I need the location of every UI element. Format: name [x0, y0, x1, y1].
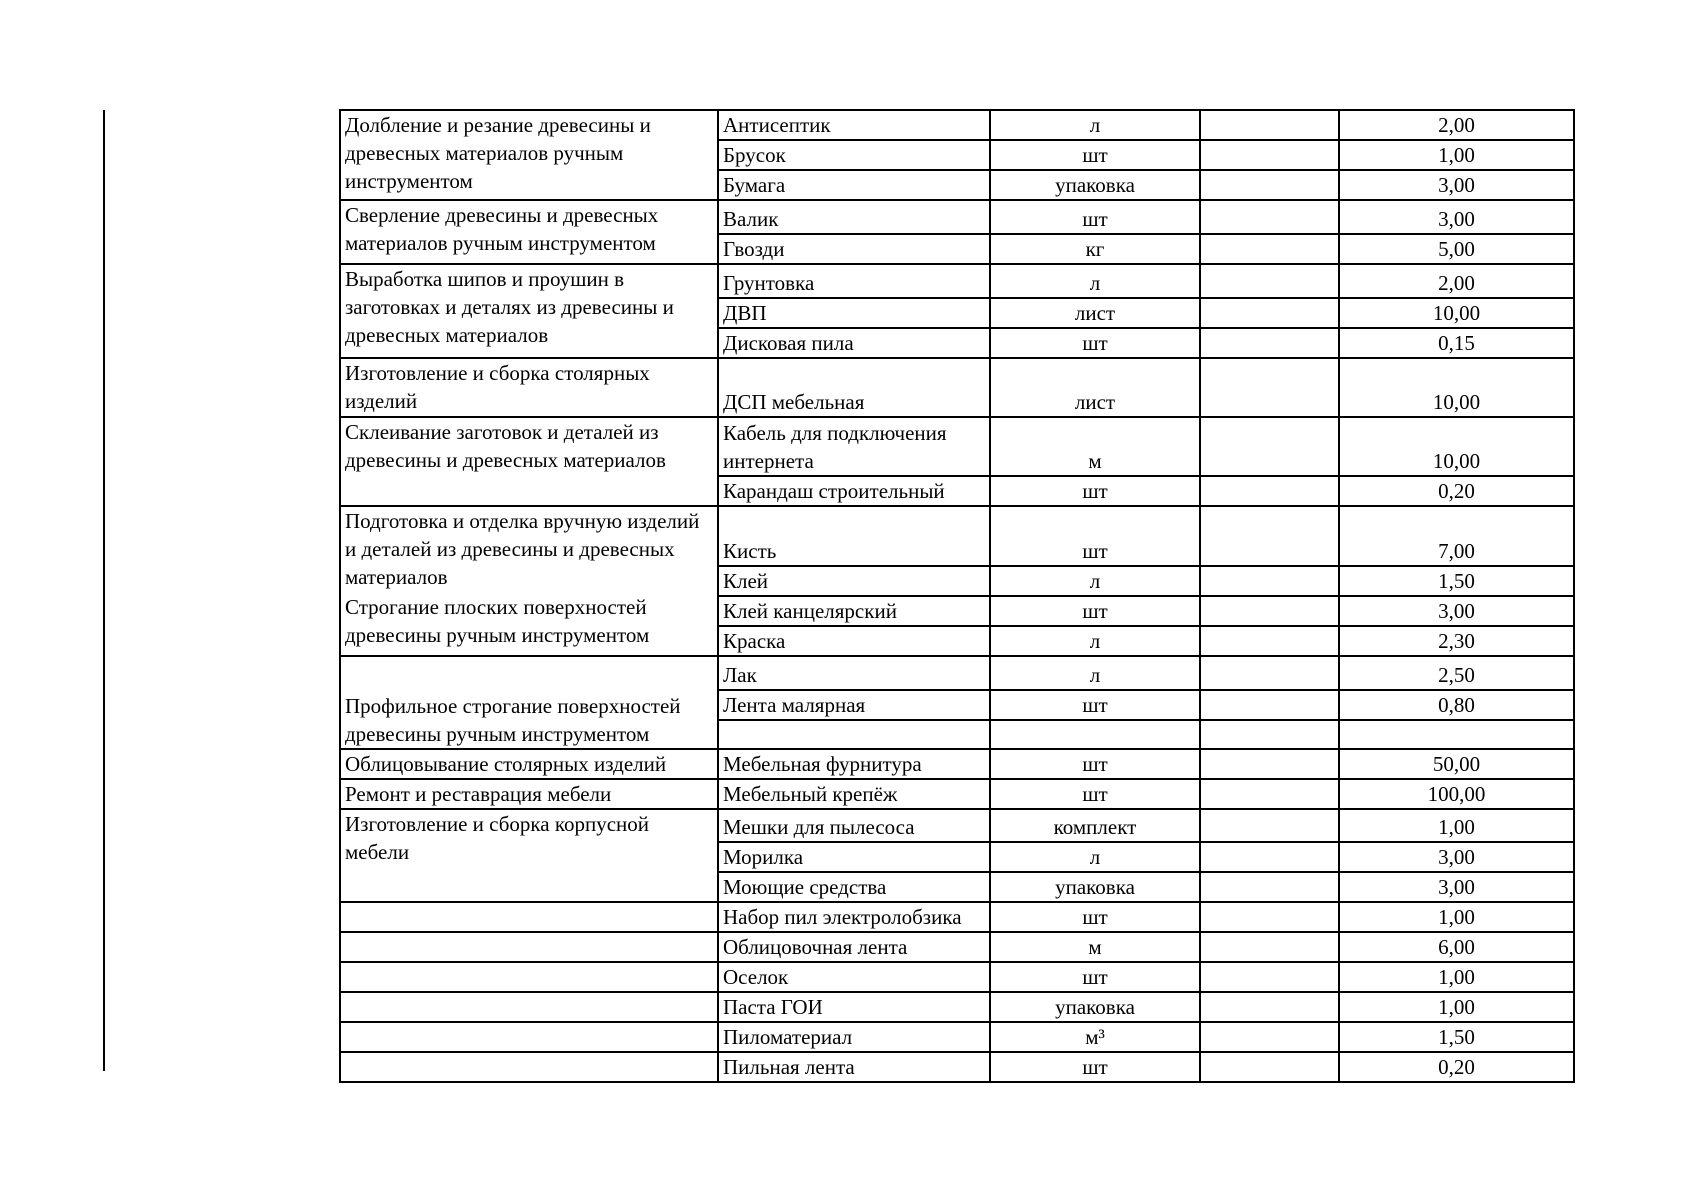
table-row	[340, 932, 1574, 962]
table-row	[340, 962, 1574, 992]
operation-cell: Долбление и резание древесины и древесных материалов ручным инструментом	[340, 110, 718, 200]
quantity-cell: 1,00	[1339, 902, 1574, 932]
quantity-cell: 0,20	[1339, 1052, 1574, 1082]
unit-cell: шт	[990, 328, 1200, 358]
operation-cell: Облицовывание столярных изделий	[340, 749, 718, 779]
table-row	[340, 902, 1574, 932]
operation-cell: Склеивание заготовок и деталей из древесины и древесных материалов	[340, 417, 718, 506]
unit-cell: комплект	[990, 809, 1200, 842]
unit-cell: м	[990, 932, 1200, 962]
empty-cell	[1200, 1052, 1339, 1082]
material-name-cell: Клей	[718, 566, 990, 596]
operation-cell: Изготовление и сборка столярных изделий	[340, 358, 718, 417]
quantity-cell: 10,00	[1339, 417, 1574, 476]
material-name-cell: Мебельный крепёж	[718, 779, 990, 809]
quantity-cell: 7,00	[1339, 506, 1574, 566]
unit-cell: л	[990, 264, 1200, 298]
unit-cell: м	[990, 417, 1200, 476]
unit-cell: шт	[990, 749, 1200, 779]
material-name-cell: Оселок	[718, 962, 990, 992]
operation-cell-empty	[340, 902, 718, 932]
empty-cell	[1200, 962, 1339, 992]
quantity-cell: 3,00	[1339, 596, 1574, 626]
operation-cell: Профильное строгание поверхностей древесины ручным инструментом	[340, 656, 718, 749]
quantity-cell: 1,50	[1339, 1022, 1574, 1052]
operation-text: Строгание плоских поверхностей древесины ручным инструментом	[345, 595, 650, 647]
material-name-cell: Лак	[718, 656, 990, 690]
unit-cell: л	[990, 110, 1200, 140]
quantity-cell: 10,00	[1339, 298, 1574, 328]
quantity-cell: 2,50	[1339, 656, 1574, 690]
quantity-cell: 1,00	[1339, 962, 1574, 992]
material-name-cell: Пильная лента	[718, 1052, 990, 1082]
material-name-cell: Моющие средства	[718, 872, 990, 902]
empty-cell	[1200, 110, 1339, 140]
operation-cell: Выработка шипов и проушин в заготовках и деталях из древесины и древесных материалов	[340, 264, 718, 358]
empty-cell	[1200, 234, 1339, 264]
material-name-cell: Мешки для пылесоса	[718, 809, 990, 842]
margin-line	[103, 110, 105, 1071]
material-name-cell: Клей канцелярский	[718, 596, 990, 626]
operation-cell-empty	[340, 932, 718, 962]
operation-cell-empty	[340, 1022, 718, 1052]
material-name-cell: Бумага	[718, 170, 990, 200]
table-row	[340, 779, 1574, 809]
unit-cell	[990, 720, 1200, 749]
material-name-cell: Мебельная фурнитура	[718, 749, 990, 779]
unit-cell: л	[990, 626, 1200, 656]
unit-cell: шт	[990, 902, 1200, 932]
material-name-cell: Морилка	[718, 842, 990, 872]
operation-cell-empty	[340, 1052, 718, 1082]
empty-cell	[1200, 720, 1339, 749]
table-row	[340, 506, 1574, 566]
empty-cell	[1200, 140, 1339, 170]
empty-cell	[1200, 749, 1339, 779]
empty-cell	[1200, 200, 1339, 234]
operation-cell-double	[340, 506, 718, 656]
material-name-cell: Паста ГОИ	[718, 992, 990, 1022]
empty-cell	[1200, 690, 1339, 720]
empty-cell	[1200, 170, 1339, 200]
quantity-cell: 50,00	[1339, 749, 1574, 779]
unit-cell: л	[990, 566, 1200, 596]
empty-cell	[1200, 298, 1339, 328]
table-row	[340, 200, 1574, 234]
quantity-cell: 1,00	[1339, 992, 1574, 1022]
quantity-cell: 100,00	[1339, 779, 1574, 809]
table-row	[340, 110, 1574, 140]
quantity-cell: 3,00	[1339, 200, 1574, 234]
empty-cell	[1200, 902, 1339, 932]
operation-cell: Изготовление и сборка корпусной мебели	[340, 809, 718, 902]
material-name-cell: Кисть	[718, 506, 990, 566]
material-name-cell: Валик	[718, 200, 990, 234]
table-row	[340, 264, 1574, 298]
quantity-cell: 0,15	[1339, 328, 1574, 358]
quantity-cell: 1,00	[1339, 140, 1574, 170]
empty-cell	[1200, 872, 1339, 902]
materials-table	[339, 109, 1575, 1083]
empty-cell	[1200, 566, 1339, 596]
material-name-cell: ДСП мебельная	[718, 358, 990, 417]
operation-cell-empty	[340, 962, 718, 992]
unit-cell: кг	[990, 234, 1200, 264]
quantity-cell: 3,00	[1339, 872, 1574, 902]
quantity-cell: 6,00	[1339, 932, 1574, 962]
table-row	[340, 992, 1574, 1022]
quantity-cell: 2,30	[1339, 626, 1574, 656]
operation-cell: Сверление древесины и древесных материалов ручным инструментом	[340, 200, 718, 264]
unit-cell: шт	[990, 962, 1200, 992]
quantity-cell: 2,00	[1339, 110, 1574, 140]
material-name-cell: Лента малярная	[718, 690, 990, 720]
material-name-cell: Набор пил электролобзика	[718, 902, 990, 932]
empty-cell	[1200, 809, 1339, 842]
empty-cell	[1200, 596, 1339, 626]
table-row	[340, 358, 1574, 417]
unit-cell: упаковка	[990, 872, 1200, 902]
material-name-cell: Грунтовка	[718, 264, 990, 298]
material-name-cell: Брусок	[718, 140, 990, 170]
unit-cell: упаковка	[990, 170, 1200, 200]
empty-cell	[1200, 932, 1339, 962]
empty-cell	[1200, 506, 1339, 566]
unit-cell: шт	[990, 506, 1200, 566]
empty-cell	[1200, 656, 1339, 690]
empty-cell	[1200, 626, 1339, 656]
table-row	[340, 656, 1574, 690]
table-row	[340, 809, 1574, 842]
quantity-cell: 3,00	[1339, 170, 1574, 200]
quantity-cell: 0,80	[1339, 690, 1574, 720]
empty-cell	[1200, 992, 1339, 1022]
empty-cell	[1200, 779, 1339, 809]
operation-cell-empty	[340, 992, 718, 1022]
operation-text: Подготовка и отделка вручную изделий и деталей из древесины и древесных материалов	[345, 509, 700, 589]
unit-cell: упаковка	[990, 992, 1200, 1022]
unit-cell: лист	[990, 298, 1200, 328]
operation-cell: Ремонт и реставрация мебели	[340, 779, 718, 809]
material-name-cell: Краска	[718, 626, 990, 656]
unit-cell: м³	[990, 1022, 1200, 1052]
quantity-cell: 10,00	[1339, 358, 1574, 417]
empty-cell	[1200, 417, 1339, 476]
material-name-cell: Пиломатериал	[718, 1022, 990, 1052]
material-name-cell: Кабель для подключения интернета	[718, 417, 990, 476]
unit-cell: шт	[990, 690, 1200, 720]
empty-cell	[1200, 842, 1339, 872]
table-row	[340, 1022, 1574, 1052]
empty-cell	[1200, 264, 1339, 298]
empty-cell	[1200, 476, 1339, 506]
empty-cell	[1200, 358, 1339, 417]
material-name-cell: ДВП	[718, 298, 990, 328]
material-name-cell: Дисковая пила	[718, 328, 990, 358]
unit-cell: шт	[990, 596, 1200, 626]
empty-cell	[1200, 328, 1339, 358]
quantity-cell: 2,00	[1339, 264, 1574, 298]
unit-cell: шт	[990, 140, 1200, 170]
quantity-cell: 0,20	[1339, 476, 1574, 506]
table-row	[340, 749, 1574, 779]
quantity-cell: 3,00	[1339, 842, 1574, 872]
unit-cell: л	[990, 656, 1200, 690]
material-name-cell: Карандаш строительный	[718, 476, 990, 506]
material-name-cell: Гвозди	[718, 234, 990, 264]
table-row	[340, 417, 1574, 476]
material-name-cell	[718, 720, 990, 749]
material-name-cell: Антисептик	[718, 110, 990, 140]
table-row	[340, 1052, 1574, 1082]
unit-cell: шт	[990, 779, 1200, 809]
unit-cell: лист	[990, 358, 1200, 417]
quantity-cell	[1339, 720, 1574, 749]
empty-cell	[1200, 1022, 1339, 1052]
materials-table-wrap	[339, 109, 1575, 1083]
unit-cell: л	[990, 842, 1200, 872]
unit-cell: шт	[990, 200, 1200, 234]
material-name-cell: Облицовочная лента	[718, 932, 990, 962]
quantity-cell: 1,00	[1339, 809, 1574, 842]
quantity-cell: 1,50	[1339, 566, 1574, 596]
unit-cell: шт	[990, 476, 1200, 506]
unit-cell: шт	[990, 1052, 1200, 1082]
quantity-cell: 5,00	[1339, 234, 1574, 264]
